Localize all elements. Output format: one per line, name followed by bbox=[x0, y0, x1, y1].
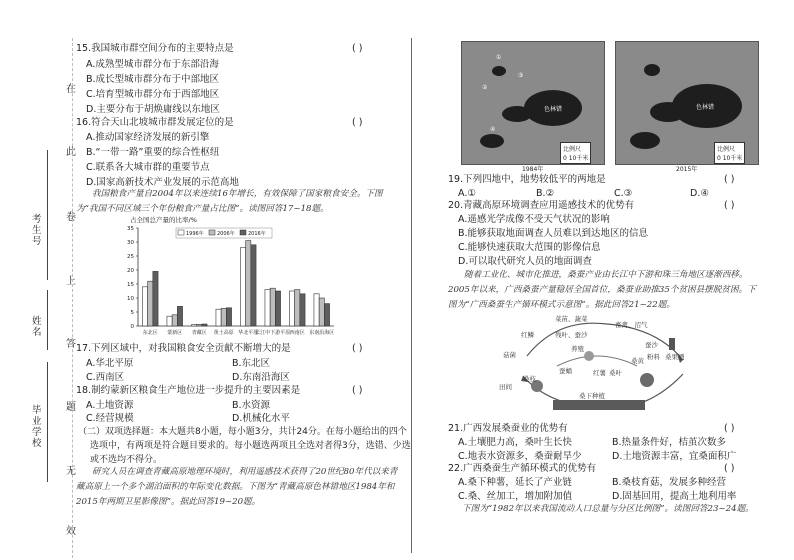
margin-word: 效 bbox=[66, 526, 76, 537]
option-c: C.经营规模 bbox=[86, 413, 134, 424]
option-d: D.东南沿海区 bbox=[232, 372, 290, 383]
diagram-node: 桑黄 bbox=[631, 357, 644, 365]
section-text: （二）双项选择题：本大题共8小题，每小题3分，共计24分。在每小题给出的四个 bbox=[78, 427, 407, 437]
answer-paren[interactable]: ( ) bbox=[724, 463, 735, 474]
x-tick-label: 华北平原 bbox=[238, 330, 259, 336]
field-line-school[interactable] bbox=[47, 362, 48, 482]
field-label-exam-number: 考生号 bbox=[32, 214, 42, 247]
x-tick-label: 东北区 bbox=[142, 330, 158, 336]
bar bbox=[240, 248, 245, 326]
diagram-node: 畜禽、沼气 bbox=[615, 321, 648, 329]
diagram-node: 蚕沙 bbox=[645, 341, 658, 349]
question-stem: 17.下列区域中，对我国粮食安全贡献不断增大的是 bbox=[76, 343, 291, 354]
soil-strip bbox=[553, 400, 645, 410]
wine-bottle-icon bbox=[669, 338, 675, 350]
question-stem: 20.青藏高原环境调查应用遥感技术的优势有 bbox=[448, 200, 635, 211]
bar bbox=[275, 291, 280, 326]
lake-shape bbox=[644, 64, 660, 76]
bar bbox=[191, 325, 196, 326]
map-year-2015: 2015年 bbox=[676, 166, 698, 173]
map-year-1984: 1984年 bbox=[522, 166, 544, 173]
lake-label: 色林错 bbox=[544, 106, 563, 113]
answer-paren[interactable]: ( ) bbox=[352, 343, 363, 354]
legend-label: 2006年 bbox=[217, 231, 235, 237]
bar bbox=[167, 316, 172, 326]
margin-word: 题 bbox=[66, 402, 76, 413]
bar bbox=[270, 288, 275, 326]
bar bbox=[246, 241, 251, 326]
answer-paren[interactable]: ( ) bbox=[352, 43, 363, 54]
x-tick-label: 黄土高原 bbox=[213, 330, 234, 336]
lake-shape bbox=[630, 132, 660, 149]
option-b: B.“一带一路”重要的综合性枢纽 bbox=[86, 147, 220, 158]
bar bbox=[172, 315, 177, 326]
intro-17-18: 我国粮食产量自2004年以来连续16年增长，有效保障了国家粮食安全。下图为“我国不同区域三个年份粮食产量占比图”。读图回答17~18题。 bbox=[76, 189, 383, 214]
diagram-node: 桑叶 bbox=[609, 369, 622, 377]
diagram-node: 菇菌 bbox=[503, 351, 516, 359]
option-c: C.能够快速获取大范围的影像信息 bbox=[458, 242, 601, 253]
option-d: D.④ bbox=[690, 188, 709, 199]
option-a: A.推动国家经济发展的新引擎 bbox=[86, 132, 210, 143]
answer-paren[interactable]: ( ) bbox=[352, 117, 363, 128]
question-stem: 21.广西发展桑蚕业的优势有 bbox=[448, 423, 568, 434]
question-stem: 22.广西桑蚕生产循环模式的优势有 bbox=[448, 463, 597, 474]
option-d: D.国家高新技术产业发展的示范高地 bbox=[86, 177, 239, 188]
scale-title: 比例尺 bbox=[563, 146, 582, 153]
y-tick-label: 5 bbox=[130, 310, 134, 316]
bar bbox=[319, 298, 324, 326]
silkworm-icon bbox=[584, 351, 594, 361]
bar bbox=[226, 308, 231, 326]
option-c: C.地表水资源多，桑蚕耐旱少 bbox=[458, 451, 582, 462]
scale-legend bbox=[560, 142, 591, 164]
field-line-exam-number[interactable] bbox=[47, 150, 48, 280]
option-a: A.土壤肥力高，桑叶生长快 bbox=[458, 437, 572, 448]
section-text: 或不选均不得分。 bbox=[90, 455, 163, 465]
marker-4: ④ bbox=[490, 126, 496, 133]
margin-word: 此 bbox=[66, 147, 76, 158]
y-tick-label: 25 bbox=[127, 254, 134, 260]
option-a: A.遥感光学成像不受天气状况的影响 bbox=[458, 214, 610, 225]
bar bbox=[216, 309, 221, 326]
option-c: C.③ bbox=[614, 188, 633, 199]
intro-23-24: 下图为“1982年以来我国流动人口总量与分区比例图”。读图回答23~24题。 bbox=[462, 504, 754, 514]
diagram-node: 桑枝 bbox=[523, 375, 536, 383]
option-b: B.能够获取地面调查人员难以到达地区的信息 bbox=[458, 228, 649, 239]
bar bbox=[324, 304, 329, 326]
bar bbox=[265, 290, 270, 326]
x-tick-label: 青藏区 bbox=[191, 330, 207, 336]
option-d: D.可以取代研究人员的地面调查 bbox=[458, 256, 592, 267]
margin-word: 上 bbox=[66, 276, 76, 287]
chart-ylabel: 占全国总产量的比率/% bbox=[130, 216, 197, 224]
diagram-node: 田间 bbox=[499, 383, 512, 391]
legend-swatch bbox=[209, 230, 215, 235]
option-b: B.热量条件好，桔茧次数多 bbox=[612, 437, 727, 448]
option-d: D.机械化水平 bbox=[232, 413, 290, 424]
diagram-node: 红薯 bbox=[593, 369, 606, 377]
option-c: C.培育型城市群分布于西部地区 bbox=[86, 89, 220, 100]
field-label-school: 毕业学校 bbox=[32, 405, 42, 449]
bar bbox=[153, 271, 158, 326]
diagram-node: 养殖 bbox=[571, 345, 584, 353]
scale-title: 比例尺 bbox=[717, 146, 736, 153]
legend-label: 2016年 bbox=[248, 231, 266, 237]
cycle-arrow bbox=[557, 356, 637, 366]
option-c: C.西南区 bbox=[86, 372, 125, 383]
option-d: D.主要分布于胡焕庸线以东地区 bbox=[86, 104, 220, 115]
y-tick-label: 10 bbox=[127, 296, 134, 302]
lake-label: 色林错 bbox=[696, 104, 715, 111]
x-tick-label: 长江中下游平原 bbox=[255, 330, 291, 336]
grain-share-chart bbox=[120, 216, 340, 342]
answer-paren[interactable]: ( ) bbox=[724, 423, 735, 434]
scale-value: 0 10千米 bbox=[717, 155, 743, 162]
bar bbox=[177, 306, 182, 326]
bar bbox=[300, 294, 305, 326]
answer-paren[interactable]: ( ) bbox=[724, 200, 735, 211]
option-a: A.成熟型城市群分布于东部沿海 bbox=[86, 59, 219, 70]
marker-1: ① bbox=[496, 54, 502, 61]
diagram-node: 残叶、蚕沙 bbox=[555, 331, 588, 339]
legend-swatch bbox=[240, 230, 246, 235]
option-b: B.东北区 bbox=[232, 358, 271, 369]
margin-word: 无 bbox=[66, 466, 76, 477]
bar bbox=[148, 281, 153, 326]
column-divider bbox=[411, 38, 412, 553]
legend-swatch bbox=[178, 230, 184, 235]
scale-legend bbox=[714, 142, 745, 164]
question-stem: 18.制约蒙新区粮食生产地位进一步提升的主要因素是 bbox=[76, 385, 301, 396]
x-tick-label: 西南区 bbox=[289, 330, 305, 336]
satellite-map-2015 bbox=[615, 41, 759, 165]
marker-3: ③ bbox=[518, 72, 524, 79]
answer-paren[interactable]: ( ) bbox=[724, 174, 735, 185]
option-a: A.① bbox=[458, 188, 476, 199]
x-tick-label: 蒙新区 bbox=[167, 330, 183, 336]
section-text: 选项中，有两项是符合题目要求的。每小题选两项且全选对者得3分，选错、少选 bbox=[90, 441, 411, 451]
question-stem: 19.下列四地中，地势较低平的两地是 bbox=[448, 174, 606, 185]
cut-line bbox=[72, 38, 73, 558]
y-tick-label: 30 bbox=[127, 240, 134, 246]
question-stem: 15.我国城市群空间分布的主要特点是 bbox=[76, 43, 234, 54]
answer-paren[interactable]: ( ) bbox=[352, 385, 363, 396]
option-b: B.桑枝育菇，发展多种经营 bbox=[612, 477, 727, 488]
option-d: D.固基回用，提高土地利用率 bbox=[612, 491, 737, 502]
y-tick-label: 20 bbox=[127, 268, 134, 274]
option-a: A.桑下种薯，延长了产业链 bbox=[458, 477, 572, 488]
intro-19-20: 研究人员在调查青藏高原地理环境时，利用遥感技术获得了20世纪80年代以来青藏高原上一个多个湖泊面积的年际变化数据。下图为“青藏高原色林错地区1984年和2015年两期卫星影像图”。据此回答19~20题。 bbox=[76, 467, 398, 507]
bar bbox=[202, 324, 207, 326]
option-d: D.土地资源丰富，宜桑面积广 bbox=[612, 451, 737, 462]
margin-word: 答 bbox=[66, 339, 76, 350]
legend-label: 1996年 bbox=[186, 231, 204, 237]
option-c: C.桑、丝加工，增加附加值 bbox=[458, 491, 573, 502]
satellite-map-1984 bbox=[461, 41, 605, 165]
x-tick-label: 东南沿海区 bbox=[309, 330, 335, 336]
y-tick-label: 35 bbox=[127, 226, 134, 232]
marker-2: ② bbox=[482, 84, 488, 91]
lake-shape bbox=[492, 66, 506, 76]
question-stem: 16.符合天山北坡城市群发展定位的是 bbox=[76, 117, 234, 128]
lake-shape bbox=[480, 134, 504, 148]
option-b: B.② bbox=[536, 188, 555, 199]
option-a: A.土地资源 bbox=[86, 400, 134, 411]
bar bbox=[295, 290, 300, 326]
y-tick-label: 15 bbox=[127, 282, 134, 288]
field-line-name[interactable] bbox=[47, 290, 48, 350]
field-label-name: 姓名 bbox=[32, 316, 42, 338]
margin-word: 在 bbox=[66, 84, 76, 95]
diagram-node: 蚕蛹 bbox=[559, 367, 572, 375]
y-tick-label: 0 bbox=[130, 324, 134, 330]
scale-value: 0 10千米 bbox=[563, 155, 589, 162]
bar bbox=[289, 291, 294, 326]
diagram-node: 桑下种植 bbox=[579, 392, 605, 400]
lake-shape bbox=[650, 102, 686, 122]
diagram-node: 桑果酒 bbox=[665, 353, 685, 361]
bar bbox=[142, 287, 147, 326]
bar bbox=[221, 308, 226, 326]
diagram-node: 红鳞 bbox=[521, 331, 534, 339]
option-b: B.成长型城市群分布于中部地区 bbox=[86, 74, 220, 85]
bar bbox=[251, 245, 256, 326]
bar bbox=[197, 324, 202, 326]
diagram-node: 粉料 bbox=[647, 353, 660, 361]
sericulture-cycle-diagram bbox=[497, 316, 699, 416]
lake-shape bbox=[502, 106, 532, 122]
intro-21-22: 随着工业化、城市化推进，桑蚕产业由长江中下游和珠三角地区逐渐西移。2005年以来，广西桑蚕产量稳居全国首位，桑蚕业助推35个贫困县摆脱贫困。下图为“广西桑蚕生产循环模式示意图”。据此回答21~22题。 bbox=[448, 270, 756, 310]
option-a: A.华北平原 bbox=[86, 358, 134, 369]
option-c: C.联系各大城市群的重要节点 bbox=[86, 162, 210, 173]
option-b: B.水资源 bbox=[232, 400, 271, 411]
bar bbox=[314, 294, 319, 326]
diagram-node: 菜苗、蔬菜 bbox=[555, 315, 588, 323]
margin-word: 卷 bbox=[66, 212, 76, 223]
mulberry-tree-icon bbox=[640, 373, 654, 387]
